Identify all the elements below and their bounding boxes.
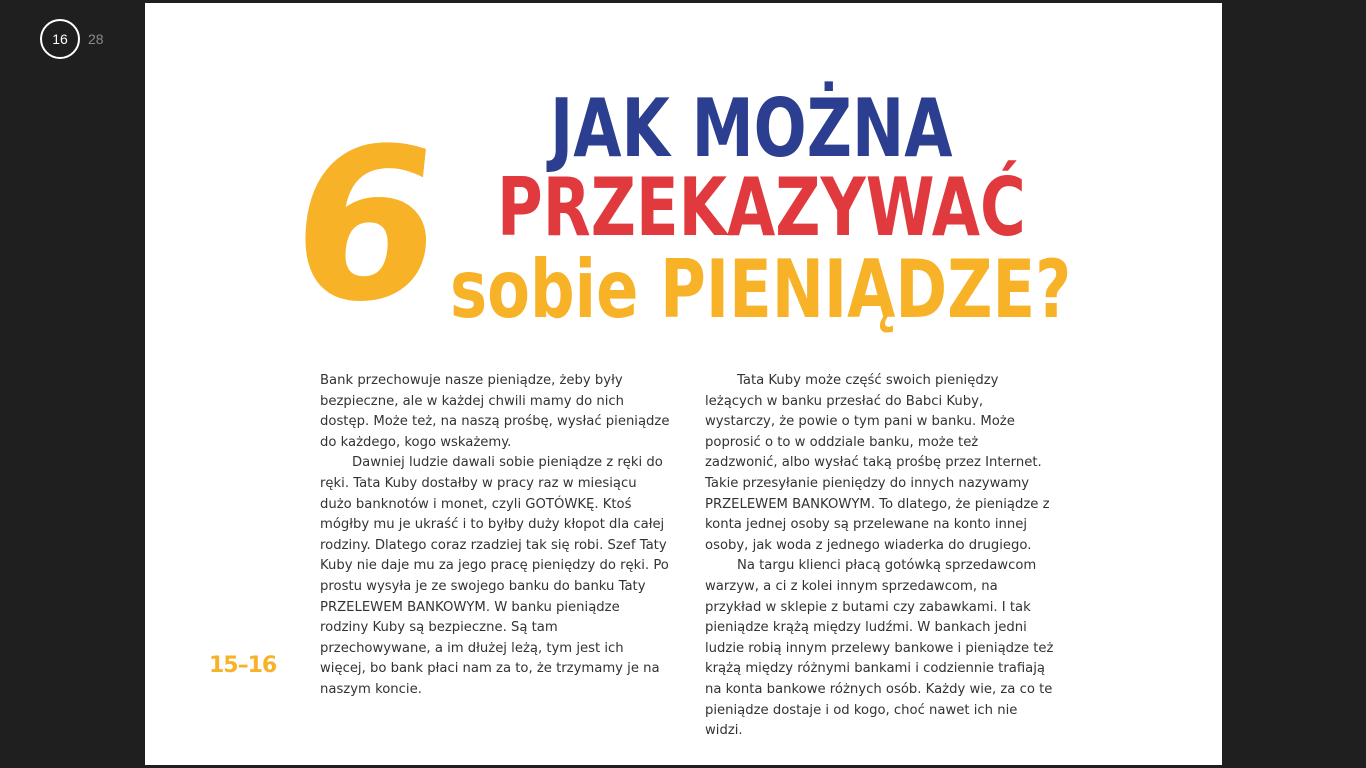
chapter-title-line-2: PRZEKAZYWAĆ [497, 161, 1026, 254]
paragraph: Dawniej ludzie dawali sobie pieniądze z ręki do ręki. Tata Kuby dostałby w pracy raz w miesiącu dużo banknotów i monet, czyli GOTÓWKĘ. Ktoś mógłby mu je ukraść i to byłby duży kłopot dla całej rodziny. Dlatego coraz rzadziej tak się robi. Szef Taty Kuby nie daje mu za jego pracę pieniędzy do ręki. Po prostu wysyła je ze swojego banku do banku Taty PRZELEWEM BANKOWYM. W banku pieniądze rodziny Kuby są bezpieczne. Są tam przechowywane, a im dłużej leżą, tym jest ich więcej, bo bank płaci nam za to, że trzymamy je na naszym koncie. [320, 455, 669, 697]
page-range-label: 15–16 [209, 653, 277, 678]
left-text-column [320, 371, 670, 701]
chapter-number: 6 [280, 103, 453, 348]
total-pages-label: 28 [88, 31, 104, 47]
right-text-column [705, 371, 1055, 742]
paragraph: Tata Kuby może część swoich pieniędzy leżących w banku przesłać do Babci Kuby, wystarczy, że powie o tym pani w banku. Może poprosić o to w oddziale banku, może też zadzwonić, albo wysłać taką prośbę przez Internet. Takie przesyłanie pieniędzy do innych nazywamy PRZELEWEM BANKOWYM. To dlatego, że pieniądze z konta jednej osoby są przelewane na konto innej osoby, jak woda z jednego wiaderka do drugiego. [705, 373, 1050, 553]
current-page-button[interactable]: 16 [40, 19, 80, 59]
paragraph: Bank przechowuje nasze pieniądze, żeby były bezpieczne, ale w każdej chwili mamy do nich dostęp. Może też, na naszą prośbę, wysłać pieniądze do każdego, kogo wskażemy. [320, 373, 670, 450]
chapter-title-line-1: JAK MOŻNA [550, 82, 953, 175]
book-page [145, 3, 1222, 765]
page-indicator [40, 19, 104, 59]
paragraph: Na targu klienci płacą gotówką sprzedawcom warzyw, a ci z kolei innym sprzedawcom, na przykład w sklepie z butami czy zabawkami. I tak pieniądze krążą między ludźmi. W bankach jedni ludzie robią innym przelewy bankowe i pieniądze też krążą między różnymi bankami i codziennie trafiają na konta bankowe różnych osób. Każdy wie, za co te pieniądze dostaje i od kogo, choć nawet ich nie widzi. [705, 558, 1054, 739]
chapter-title-line-3: sobie PIENIĄDZE? [450, 243, 1072, 336]
